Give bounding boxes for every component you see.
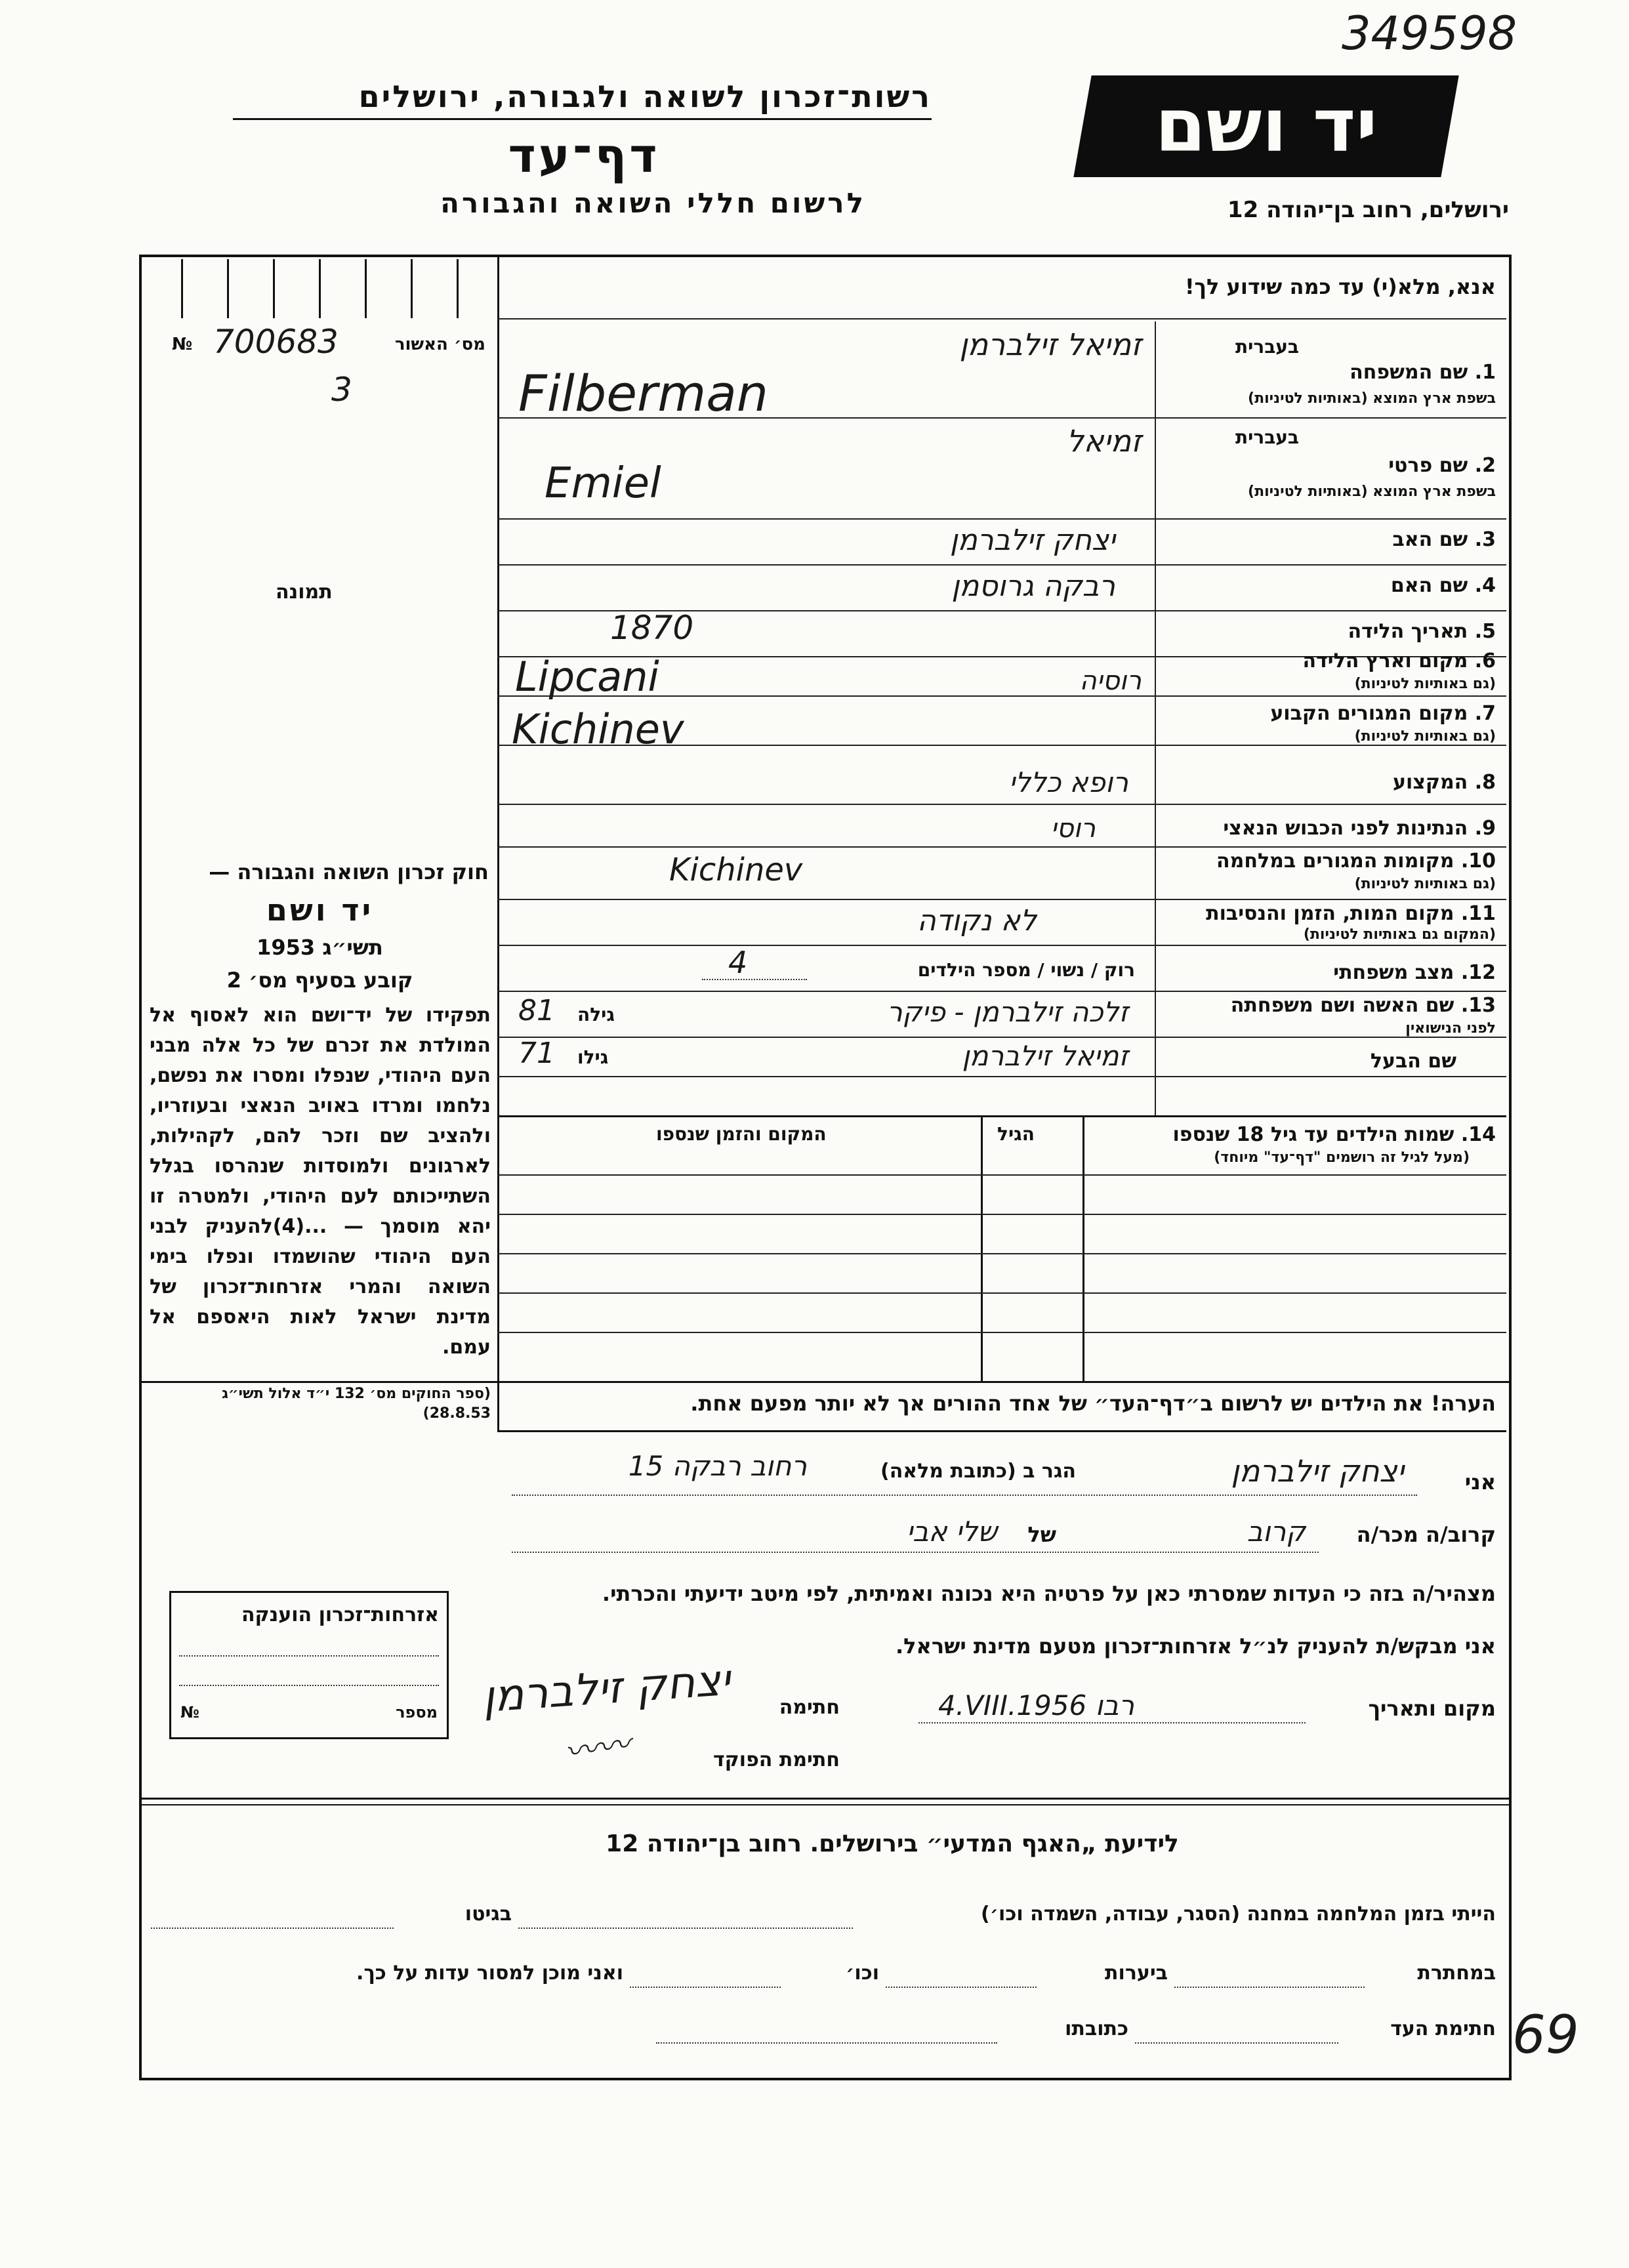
- f1-sub: בשפת ארץ המוצא (באותיות לטיניות): [1248, 390, 1496, 407]
- footer-line1b: בגיטו: [464, 1903, 512, 1926]
- decl-ani-value: יצחק זילברמן: [1231, 1453, 1404, 1489]
- footer-line2d: ואני מוכן למסור עדות על כך.: [356, 1962, 623, 1985]
- footer-line2b: ביערות: [1105, 1962, 1168, 1985]
- decl-relation-value: קרוב: [1247, 1515, 1306, 1548]
- f11-sub: (המקום גם באותיות לטיניות): [1303, 926, 1496, 943]
- f13-label: 13. שם האשה ושם משפחתה: [1230, 994, 1496, 1017]
- f3-value: יצחק זילברמן: [949, 524, 1115, 557]
- citizenship-no: №: [180, 1703, 199, 1722]
- footer-double-line-1: [139, 1798, 1509, 1800]
- f9-value: רוסי: [1050, 814, 1096, 844]
- footer-line1a: הייתי בזמן המלחמה במחנה (הסגר, עבודה, השמדה וכו׳): [981, 1903, 1496, 1926]
- decl-relation-label: קרוב/ה מכר/ה: [1356, 1522, 1496, 1547]
- footer-notice: לידיעת „האגף המדעי״ בירושלים. רחוב בן־יהודה 12: [606, 1830, 1179, 1857]
- decl-resides: הגר ב (כתובת מלאה): [880, 1460, 1076, 1483]
- decl-officer-label: חתימת הפוקד: [713, 1748, 840, 1771]
- law-ref: (ספר החוקים מס׳ 132 י״ד אלול תשי״ג 28.8.53): [222, 1386, 491, 1422]
- decl-resides-value: רחוב רבקה 15: [628, 1450, 807, 1482]
- children-col-place: המקום והזמן שנספו: [656, 1123, 827, 1145]
- decl-place-date-label: מקום ותאריך: [1368, 1696, 1496, 1721]
- husband-age-label: גילו: [577, 1046, 609, 1068]
- law-title: חוק זכרון השואה והגבורה —: [209, 859, 489, 884]
- logo-text: יד ושם: [1155, 83, 1378, 169]
- f11-label: 11. מקום המות, הזמן והנסיבות: [1206, 902, 1496, 925]
- approval-label: מס׳ האשור: [394, 335, 485, 354]
- file-number: 349598: [1342, 7, 1517, 60]
- org-line: רשות־זכרון לשואה ולגבורה, ירושלים: [358, 79, 932, 114]
- footer-l3-blank1: [1135, 2042, 1338, 2044]
- note-line: [497, 1430, 1506, 1432]
- f10-label: 10. מקומות המגורים במלחמה: [1216, 850, 1496, 873]
- f2-value-heb: זמיאל: [1066, 423, 1142, 459]
- note-left: [497, 1381, 499, 1430]
- footer-line3b: כתובתו: [1065, 2017, 1128, 2040]
- footer-l2-blank1: [1174, 1987, 1365, 1988]
- f13-sub: לפני הנישואין: [1405, 1020, 1496, 1037]
- f8-value: רופא כללי: [1008, 766, 1128, 798]
- intro-divider: [497, 318, 1506, 320]
- footer-double-line-2: [139, 1804, 1509, 1805]
- f7-value: Kichinev: [512, 705, 684, 753]
- decl-of-label: של: [1027, 1522, 1056, 1547]
- footer-l2-blank3: [630, 1987, 781, 1988]
- footer-line3a: חתימת העד: [1390, 2017, 1496, 2040]
- f9-label: 9. הנתינות לפני הכבוש הנאצי: [1223, 817, 1496, 840]
- children-col-age: הגיל: [997, 1123, 1035, 1145]
- f3-label: 3. שם האב: [1392, 528, 1496, 551]
- f12-children: 4: [728, 945, 748, 980]
- approval-no-sign: №: [172, 335, 193, 354]
- decl-line-2: [512, 1552, 1319, 1553]
- photo-label: תמונה: [276, 581, 333, 604]
- f11-value: לא נקודה: [917, 904, 1037, 938]
- form-subtitle: לרשום חללי השואה והגבורה: [440, 187, 866, 219]
- decl-signature: יצחק זילברמן: [480, 1654, 732, 1723]
- f6-label: 6. מקום וארץ הלידה: [1302, 649, 1496, 672]
- f2-label: 2. שם פרטי: [1388, 454, 1496, 477]
- citizenship-box: [169, 1591, 449, 1739]
- f4-label: 4. שם האם: [1390, 574, 1496, 597]
- note-text: הערה! את הילדים יש לרשום ב״דף־העד״ של אחד ההורים אך לא יותר מפעם אחת.: [690, 1391, 1496, 1416]
- footer-l2-blank2: [886, 1987, 1037, 1988]
- children-divider-2: [981, 1115, 983, 1381]
- husband-label: שם הבעל: [1370, 1050, 1456, 1073]
- f2-value-lat: Emiel: [545, 459, 661, 508]
- f13-value: זלכה זילברמן - פיקר: [886, 996, 1128, 1028]
- f10-sub: (גם באותיות לטיניות): [1354, 876, 1496, 892]
- label-column-divider: [1155, 321, 1156, 1115]
- decl-declare: מצהיר/ה בזה כי העדות שמסרתי כאן על פרטיה היא נכונה ואמיתית, לפי מיטב ידיעתי והכרתי.: [602, 1581, 1496, 1606]
- decl-date-line: [918, 1722, 1306, 1723]
- approval-sub: 3: [331, 371, 352, 409]
- decl-request: אני מבקש/ת להעניק לנ״ל אזרחות־זכרון מטעם מדינת ישראל.: [896, 1634, 1496, 1659]
- f12-label: 12. מצב משפחתי: [1333, 961, 1496, 984]
- citizenship-number: מספר: [396, 1703, 438, 1722]
- f8-label: 8. המקצוע: [1393, 771, 1496, 794]
- decl-ani: אני: [1464, 1470, 1496, 1495]
- children-divider-1: [1083, 1115, 1084, 1381]
- decl-line-1: [512, 1495, 1417, 1496]
- law-name: יד ושם: [266, 892, 374, 928]
- decl-signature-label: חתימה: [779, 1696, 840, 1719]
- husband-age: 71: [518, 1037, 555, 1070]
- footer-l1-blank2: [151, 1928, 394, 1929]
- intro-text: אנא, מלא(י) עד כמה שידוע לך!: [1184, 274, 1496, 299]
- org-underline: [233, 118, 932, 120]
- f4-value: רבקה גרוסמן: [951, 569, 1115, 603]
- f6-value-heb: רוסיה: [1079, 666, 1142, 696]
- children-col-names-sub: (מעל לגיל זה רושמים "דף־עד" מיוחד): [1214, 1149, 1470, 1166]
- f1-label: 1. שם המשפחה: [1350, 361, 1496, 384]
- f1-value-lat: Filberman: [518, 364, 768, 423]
- f6-value-lat: Lipcani: [515, 653, 659, 701]
- approval-number: 700683: [213, 323, 339, 361]
- citizenship-title: אזרחות־זכרון הוענקה: [241, 1603, 439, 1626]
- f12-children-line: [702, 979, 807, 980]
- officer-scribble: 〰〰: [562, 1725, 633, 1772]
- f12-options: רוק / נשוי / מספר הילדים: [917, 959, 1135, 981]
- law-year: תשי״ג 1953: [257, 935, 383, 960]
- f1-value-heb: זמיאל זילברמן: [959, 327, 1142, 362]
- law-body: תפקידו של יד־ושם הוא לאסוף אל המולדת את זכרם של כל אלה מבני העם היהודי, שנפלו ומסרו את נפשם, נלחמו ומרדו באויב הנאצי ובעוזריו, ולהציב שם וזכר להם, לקהילות, לארגונים ולמוסדות שנהרסו בגלל השתייכותם לעם היהודי, ולמטרה זו יהא מוסמך — ...(4)להעניק לבני העם היהודי שהושמדו ונפלו בימי השואה והמרי אזרחות־זכרון של מדינת ישראל לאות היאספם אל עמם.: [150, 1004, 491, 1359]
- decl-place-date-value: 4.VIII.1956 רבו: [938, 1689, 1134, 1722]
- f1-heb-tag: בעברית: [1235, 336, 1299, 358]
- f13-age: 81: [518, 994, 555, 1027]
- yad-vashem-logo: [1073, 75, 1458, 177]
- form-title: דף־עד: [508, 128, 660, 183]
- header-address: ירושלים, רחוב בן־יהודה 12: [1227, 197, 1509, 223]
- decl-of-value: שלי אבי: [906, 1515, 997, 1548]
- f7-sub: (גם באותיות לטיניות): [1354, 728, 1496, 745]
- footer-l1-blank: [518, 1928, 853, 1929]
- footer-l3-blank2: [656, 2042, 997, 2044]
- children-col-names: 14. שמות הילדים עד גיל 18 שנספו: [1172, 1123, 1496, 1146]
- f2-heb-tag: בעברית: [1235, 426, 1299, 448]
- page-number: 69: [1512, 2004, 1579, 2065]
- f5-label: 5. תאריך הלידה: [1348, 620, 1496, 643]
- footer-line2a: במחתרת: [1417, 1962, 1496, 1985]
- f6-sub: (גם באותיות לטיניות): [1354, 676, 1496, 692]
- husband-value: זמיאל זילברמן: [962, 1040, 1128, 1072]
- law-clause: קובע בסעיף מס׳ 2: [226, 968, 413, 993]
- approval-stub-boxes: [168, 259, 489, 318]
- f2-sub: בשפת ארץ המוצא (באותיות לטיניות): [1248, 484, 1496, 500]
- f10-value: Kichinev: [669, 852, 803, 888]
- f5-value: 1870: [610, 609, 694, 647]
- f7-label: 7. מקום המגורים הקבוע: [1270, 702, 1496, 725]
- footer-line2c: וכו׳: [846, 1962, 879, 1985]
- f13-age-label: גילה: [577, 1004, 615, 1025]
